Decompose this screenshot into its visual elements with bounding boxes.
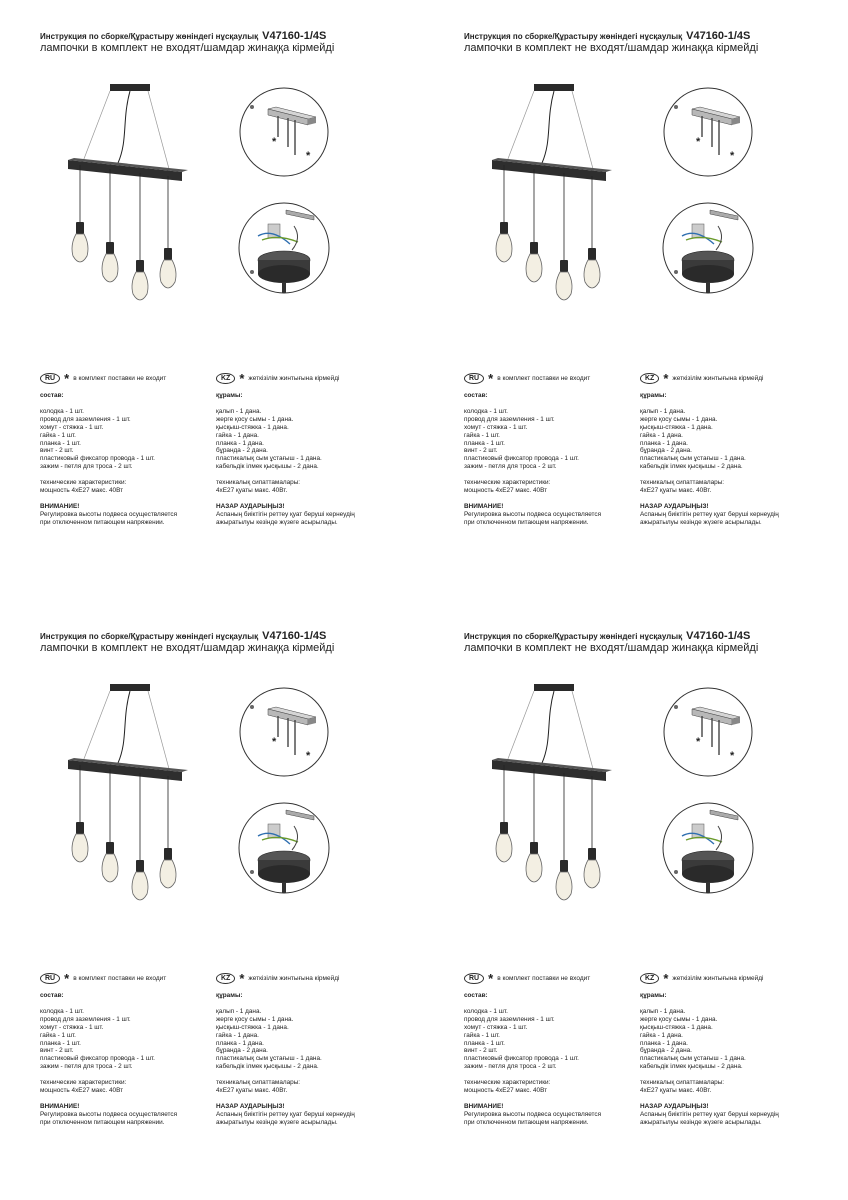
not-included-marker: * — [696, 736, 701, 748]
ru-item: провод для заземления - 1 шт. — [464, 415, 555, 423]
kz-warning-line: Аспаның биіктігін реттеу қуат беруші кернеудің — [216, 510, 355, 518]
kz-specification — [640, 392, 779, 527]
pendant-lamp-illustration — [60, 680, 210, 905]
kz-item: планка - 1 дана. — [640, 439, 688, 447]
pendant-lamp-illustration — [60, 80, 210, 305]
ru-item: гайка - 1 шт. — [464, 431, 500, 439]
title-text: Инструкция по сборке/Құрастыру жөніндегі нұсқаулық — [464, 32, 683, 41]
legend-kz-text: жеткізілім жинтығына кірмейді — [672, 375, 764, 382]
asterisk-icon: * — [488, 970, 494, 986]
ru-item: колодка - 1 шт. — [464, 407, 508, 415]
instruction-copy-bottom-left — [0, 600, 424, 1200]
kz-item: жерге қосу сымы - 1 дана. — [216, 415, 294, 423]
ru-item: пластиковый фиксатор провода - 1 шт. — [464, 455, 579, 463]
ru-item: планка - 1 шт. — [464, 439, 505, 447]
asterisk-icon: * — [64, 370, 70, 386]
instruction-subtitle: лампочки в комплект не входят/шамдар жинаққа кірмейді — [464, 642, 759, 654]
ru-badge: RU — [40, 373, 60, 384]
ru-item: хомут - стяжка - 1 шт. — [40, 423, 104, 431]
ru-warning-line: Регулировка высоты подвеса осуществляется — [464, 1110, 602, 1118]
ru-item: винт - 2 шт. — [464, 1047, 498, 1055]
kz-item: жерге қосу сымы - 1 дана. — [640, 1015, 718, 1023]
kz-warning-heading: НАЗАР АУДАРЫҢЫЗ! — [640, 502, 709, 510]
kz-specification — [216, 392, 355, 527]
ru-item: зажим - петля для троса - 2 шт. — [40, 463, 133, 471]
instruction-copy-top-left — [0, 0, 424, 600]
ru-spec-heading: технические характеристики: — [464, 479, 551, 487]
ru-spec: мощность 4хЕ27 макс. 40Вт — [40, 1087, 124, 1095]
ru-item: зажим - петля для троса - 2 шт. — [464, 1063, 557, 1071]
asterisk-icon: * — [663, 370, 669, 386]
kz-item: бұранда - 2 дана. — [216, 1047, 268, 1055]
ru-badge: RU — [464, 973, 484, 984]
legend-kz-text: жеткізілім жинтығына кірмейді — [248, 375, 340, 382]
kz-item: бұранда - 2 дана. — [216, 447, 268, 455]
ru-item: колодка - 1 шт. — [40, 407, 84, 415]
ru-item: провод для заземления - 1 шт. — [464, 1015, 555, 1023]
legend-ru — [464, 370, 591, 386]
ru-item: винт - 2 шт. — [40, 447, 74, 455]
model-number: V47160-1/4S — [686, 30, 751, 42]
wiring-canopy-detail — [662, 798, 754, 898]
kz-item: бұранда - 2 дана. — [640, 1047, 692, 1055]
instruction-subtitle: лампочки в комплект не входят/шамдар жинаққа кірмейді — [464, 42, 759, 54]
asterisk-icon: * — [64, 970, 70, 986]
ru-warning-line: Регулировка высоты подвеса осуществляется — [40, 1110, 178, 1118]
kz-warning-line: ажыратылуы кезінде жүзеге асырылады. — [640, 1118, 762, 1126]
ru-item: винт - 2 шт. — [40, 1047, 74, 1055]
legend-kz — [216, 370, 340, 386]
asterisk-icon: * — [663, 970, 669, 986]
title-text: Инструкция по сборке/Құрастыру жөніндегі нұсқаулық — [464, 632, 683, 641]
kz-spec: 4хЕ27 қуаты макс. 40Вт. — [640, 487, 712, 495]
instruction-copy-top-right — [424, 0, 848, 600]
kz-spec-heading: техникалық сипаттамалары: — [216, 1079, 301, 1087]
kz-warning-heading: НАЗАР АУДАРЫҢЫЗ! — [640, 1102, 709, 1110]
legend-kz — [216, 970, 340, 986]
ru-contents-heading: состав: — [464, 992, 488, 999]
ru-spec: мощность 4хЕ27 макс. 40Вт — [40, 487, 124, 495]
kz-warning-heading: НАЗАР АУДАРЫҢЫЗ! — [216, 502, 285, 510]
ru-contents-heading: состав: — [40, 992, 64, 999]
kz-warning-heading: НАЗАР АУДАРЫҢЫЗ! — [216, 1102, 285, 1110]
kz-warning-line: ажыратылуы кезінде жүзеге асырылады. — [640, 518, 762, 526]
ru-spec-heading: технические характеристики: — [464, 1079, 551, 1087]
ru-item: гайка - 1 шт. — [464, 1031, 500, 1039]
model-number: V47160-1/4S — [262, 30, 327, 42]
kz-warning-line: Аспаның биіктігін реттеу қуат беруші кернеудің — [640, 1110, 779, 1118]
wiring-canopy-detail — [662, 198, 754, 298]
not-included-marker: * — [306, 150, 311, 162]
ru-contents-heading: состав: — [40, 392, 64, 399]
kz-item: қалып - 1 дана. — [640, 1007, 686, 1015]
mounting-plate-detail — [662, 687, 754, 777]
title-text: Инструкция по сборке/Құрастыру жөніндегі нұсқаулық — [40, 632, 259, 641]
ru-spec-heading: технические характеристики: — [40, 1079, 127, 1087]
kz-badge: KZ — [640, 973, 659, 984]
ru-warning-heading: ВНИМАНИЕ! — [464, 1102, 504, 1110]
not-included-marker: * — [730, 150, 735, 162]
kz-item: кабельдік ілмек қысқышы - 2 дана. — [216, 1063, 319, 1071]
ru-badge: RU — [40, 973, 60, 984]
mounting-plate-detail — [238, 687, 330, 777]
kz-item: кабельдік ілмек қысқышы - 2 дана. — [216, 463, 319, 471]
kz-warning-line: Аспаның биіктігін реттеу қуат беруші кернеудің — [640, 510, 779, 518]
legend-ru — [40, 970, 167, 986]
kz-contents-heading: құрамы: — [216, 992, 243, 999]
ru-warning-line: при отключенном питающем напряжении. — [40, 518, 165, 526]
kz-item: пластикалық сым ұстағыш - 1 дана. — [640, 1055, 746, 1063]
kz-item: пластикалық сым ұстағыш - 1 дана. — [216, 455, 322, 463]
ru-item: винт - 2 шт. — [464, 447, 498, 455]
kz-item: планка - 1 дана. — [216, 439, 264, 447]
instruction-title — [464, 30, 750, 42]
kz-item: гайка - 1 дана. — [640, 1031, 683, 1039]
ru-warning-line: при отключенном питающем напряжении. — [464, 518, 589, 526]
kz-contents-heading: құрамы: — [216, 392, 243, 399]
kz-item: гайка - 1 дана. — [640, 431, 683, 439]
legend-kz-text: жеткізілім жинтығына кірмейді — [248, 975, 340, 982]
asterisk-icon: * — [239, 970, 245, 986]
not-included-marker: * — [730, 750, 735, 762]
kz-spec: 4хЕ27 қуаты макс. 40Вт. — [640, 1087, 712, 1095]
ru-item: гайка - 1 шт. — [40, 431, 76, 439]
ru-warning-line: при отключенном питающем напряжении. — [464, 1118, 589, 1126]
ru-warning-heading: ВНИМАНИЕ! — [40, 1102, 80, 1110]
ru-item: провод для заземления - 1 шт. — [40, 415, 131, 423]
instruction-copy-bottom-right — [424, 600, 848, 1200]
legend-ru-text: в комплект поставки не входит — [497, 375, 591, 382]
ru-item: колодка - 1 шт. — [40, 1007, 84, 1015]
kz-warning-line: Аспаның биіктігін реттеу қуат беруші кернеудің — [216, 1110, 355, 1118]
kz-item: қысқыш-стяжка - 1 дана. — [640, 423, 713, 431]
kz-item: кабельдік ілмек қысқышы - 2 дана. — [640, 463, 743, 471]
ru-contents-heading: состав: — [464, 392, 488, 399]
ru-item: зажим - петля для троса - 2 шт. — [464, 463, 557, 471]
kz-spec-heading: техникалық сипаттамалары: — [640, 1079, 725, 1087]
kz-item: қалып - 1 дана. — [216, 1007, 262, 1015]
ru-badge: RU — [464, 373, 484, 384]
kz-item: қысқыш-стяжка - 1 дана. — [216, 1023, 289, 1031]
kz-badge: KZ — [216, 973, 235, 984]
kz-warning-line: ажыратылуы кезінде жүзеге асырылады. — [216, 518, 338, 526]
legend-kz-text: жеткізілім жинтығына кірмейді — [672, 975, 764, 982]
kz-item: жерге қосу сымы - 1 дана. — [216, 1015, 294, 1023]
ru-warning-heading: ВНИМАНИЕ! — [40, 502, 80, 510]
legend-ru — [464, 970, 591, 986]
instruction-title — [464, 630, 750, 642]
kz-spec: 4хЕ27 қуаты макс. 40Вт. — [216, 1087, 288, 1095]
ru-specification — [464, 392, 601, 527]
not-included-marker: * — [272, 736, 277, 748]
kz-spec-heading: техникалық сипаттамалары: — [216, 479, 301, 487]
legend-kz — [640, 370, 764, 386]
ru-item: колодка - 1 шт. — [464, 1007, 508, 1015]
kz-item: планка - 1 дана. — [216, 1039, 264, 1047]
not-included-marker: * — [306, 750, 311, 762]
legend-ru-text: в комплект поставки не входит — [497, 975, 591, 982]
ru-item: пластиковый фиксатор провода - 1 шт. — [464, 1055, 579, 1063]
ru-item: провод для заземления - 1 шт. — [40, 1015, 131, 1023]
ru-spec-heading: технические характеристики: — [40, 479, 127, 487]
ru-item: хомут - стяжка - 1 шт. — [464, 423, 528, 431]
ru-item: зажим - петля для троса - 2 шт. — [40, 1063, 133, 1071]
legend-ru — [40, 370, 167, 386]
kz-contents-heading: құрамы: — [640, 992, 667, 999]
model-number: V47160-1/4S — [262, 630, 327, 642]
ru-item: хомут - стяжка - 1 шт. — [464, 1023, 528, 1031]
ru-specification — [40, 992, 177, 1127]
title-text: Инструкция по сборке/Құрастыру жөніндегі нұсқаулық — [40, 32, 259, 41]
ru-warning-line: при отключенном питающем напряжении. — [40, 1118, 165, 1126]
asterisk-icon: * — [488, 370, 494, 386]
kz-specification — [216, 992, 355, 1127]
ru-specification — [464, 992, 601, 1127]
not-included-marker: * — [272, 136, 277, 148]
kz-item: бұранда - 2 дана. — [640, 447, 692, 455]
not-included-marker: * — [696, 136, 701, 148]
kz-item: пластикалық сым ұстағыш - 1 дана. — [216, 1055, 322, 1063]
asterisk-icon: * — [239, 370, 245, 386]
ru-item: планка - 1 шт. — [40, 1039, 81, 1047]
legend-ru-text: в комплект поставки не входит — [73, 975, 167, 982]
kz-warning-line: ажыратылуы кезінде жүзеге асырылады. — [216, 1118, 338, 1126]
ru-spec: мощность 4хЕ27 макс. 40Вт — [464, 487, 548, 495]
kz-contents-heading: құрамы: — [640, 392, 667, 399]
ru-warning-line: Регулировка высоты подвеса осуществляется — [40, 510, 178, 518]
legend-kz — [640, 970, 764, 986]
instruction-subtitle: лампочки в комплект не входят/шамдар жинаққа кірмейді — [40, 42, 335, 54]
instruction-subtitle: лампочки в комплект не входят/шамдар жинаққа кірмейді — [40, 642, 335, 654]
kz-item: жерге қосу сымы - 1 дана. — [640, 415, 718, 423]
ru-warning-line: Регулировка высоты подвеса осуществляется — [464, 510, 602, 518]
mounting-plate-detail — [238, 87, 330, 177]
ru-item: планка - 1 шт. — [40, 439, 81, 447]
instruction-title — [40, 30, 326, 42]
ru-item: хомут - стяжка - 1 шт. — [40, 1023, 104, 1031]
pendant-lamp-illustration — [484, 680, 634, 905]
kz-badge: KZ — [640, 373, 659, 384]
pendant-lamp-illustration — [484, 80, 634, 305]
ru-item: планка - 1 шт. — [464, 1039, 505, 1047]
kz-badge: KZ — [216, 373, 235, 384]
kz-item: кабельдік ілмек қысқышы - 2 дана. — [640, 1063, 743, 1071]
wiring-canopy-detail — [238, 798, 330, 898]
kz-item: гайка - 1 дана. — [216, 431, 259, 439]
mounting-plate-detail — [662, 87, 754, 177]
kz-item: қысқыш-стяжка - 1 дана. — [640, 1023, 713, 1031]
ru-specification — [40, 392, 177, 527]
kz-item: қысқыш-стяжка - 1 дана. — [216, 423, 289, 431]
model-number: V47160-1/4S — [686, 630, 751, 642]
legend-ru-text: в комплект поставки не входит — [73, 375, 167, 382]
kz-item: планка - 1 дана. — [640, 1039, 688, 1047]
ru-item: гайка - 1 шт. — [40, 1031, 76, 1039]
kz-item: қалып - 1 дана. — [640, 407, 686, 415]
ru-item: пластиковый фиксатор провода - 1 шт. — [40, 455, 155, 463]
wiring-canopy-detail — [238, 198, 330, 298]
kz-item: қалып - 1 дана. — [216, 407, 262, 415]
instruction-title — [40, 630, 326, 642]
kz-item: пластикалық сым ұстағыш - 1 дана. — [640, 455, 746, 463]
kz-spec: 4хЕ27 қуаты макс. 40Вт. — [216, 487, 288, 495]
ru-item: пластиковый фиксатор провода - 1 шт. — [40, 1055, 155, 1063]
ru-spec: мощность 4хЕ27 макс. 40Вт — [464, 1087, 548, 1095]
kz-spec-heading: техникалық сипаттамалары: — [640, 479, 725, 487]
kz-specification — [640, 992, 779, 1127]
ru-warning-heading: ВНИМАНИЕ! — [464, 502, 504, 510]
kz-item: гайка - 1 дана. — [216, 1031, 259, 1039]
